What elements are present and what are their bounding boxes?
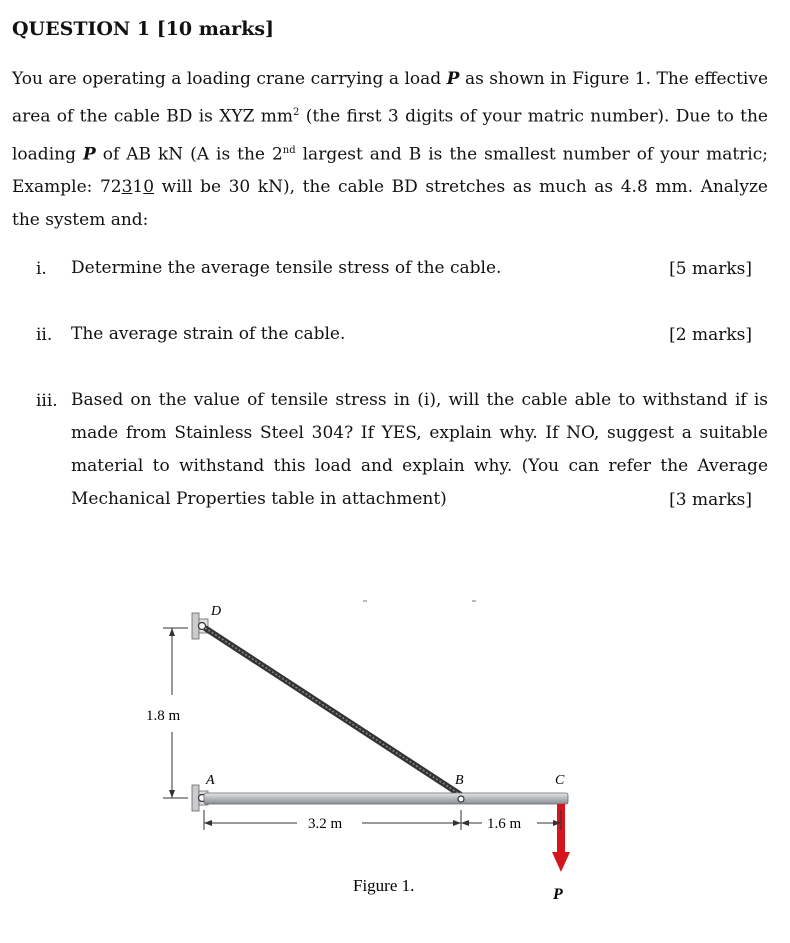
figure-caption: Figure 1. (353, 876, 415, 895)
label-p: P (553, 886, 563, 903)
item-number: i. (36, 259, 47, 279)
support-d (192, 613, 208, 639)
item-marks: [2 marks] (669, 325, 752, 345)
item-text: The average strain of the cable. (71, 324, 346, 344)
dim-label-bc: 1.6 m (487, 816, 522, 832)
label-d: D (211, 604, 222, 619)
label-a: A (206, 773, 215, 788)
pin-b (458, 796, 464, 802)
label-c: C (555, 773, 565, 788)
beam-ac (204, 793, 568, 804)
dim-label-height: 1.8 m (146, 708, 181, 724)
item-text: Based on the value of tensile stress in (i), will the cable able to withstand if is made from Stainless Steel 304? If YES, explain why. If NO, suggest a suitable material to withstand this load and explain why. (You can refer the Average Mechanical Properties table in attachment) (71, 390, 768, 509)
question-intro: You are operating a loading crane carrying a load P as shown in Figure 1. The effective area of the cable BD is XYZ $mm^2$ (the first 3 digits of your matric number). Due to the loading P of AB kN (A is the 2nd largest and B is the smallest number of your matric; Example: 72310 will be 30 kN), the cable BD stretches as much as 4.8 mm. Analyze the system and: (12, 69, 769, 231)
item-marks: [5 marks] (669, 259, 752, 279)
item-marks: [3 marks] (669, 490, 752, 510)
question-title: QUESTION 1 [10 marks] (12, 18, 275, 40)
label-b: B (455, 773, 464, 788)
item-number: iii. (36, 391, 58, 411)
item-text: Determine the average tensile stress of the cable. (71, 258, 502, 278)
item-number: ii. (36, 325, 53, 345)
dim-label-ab: 3.2 m (308, 816, 343, 832)
